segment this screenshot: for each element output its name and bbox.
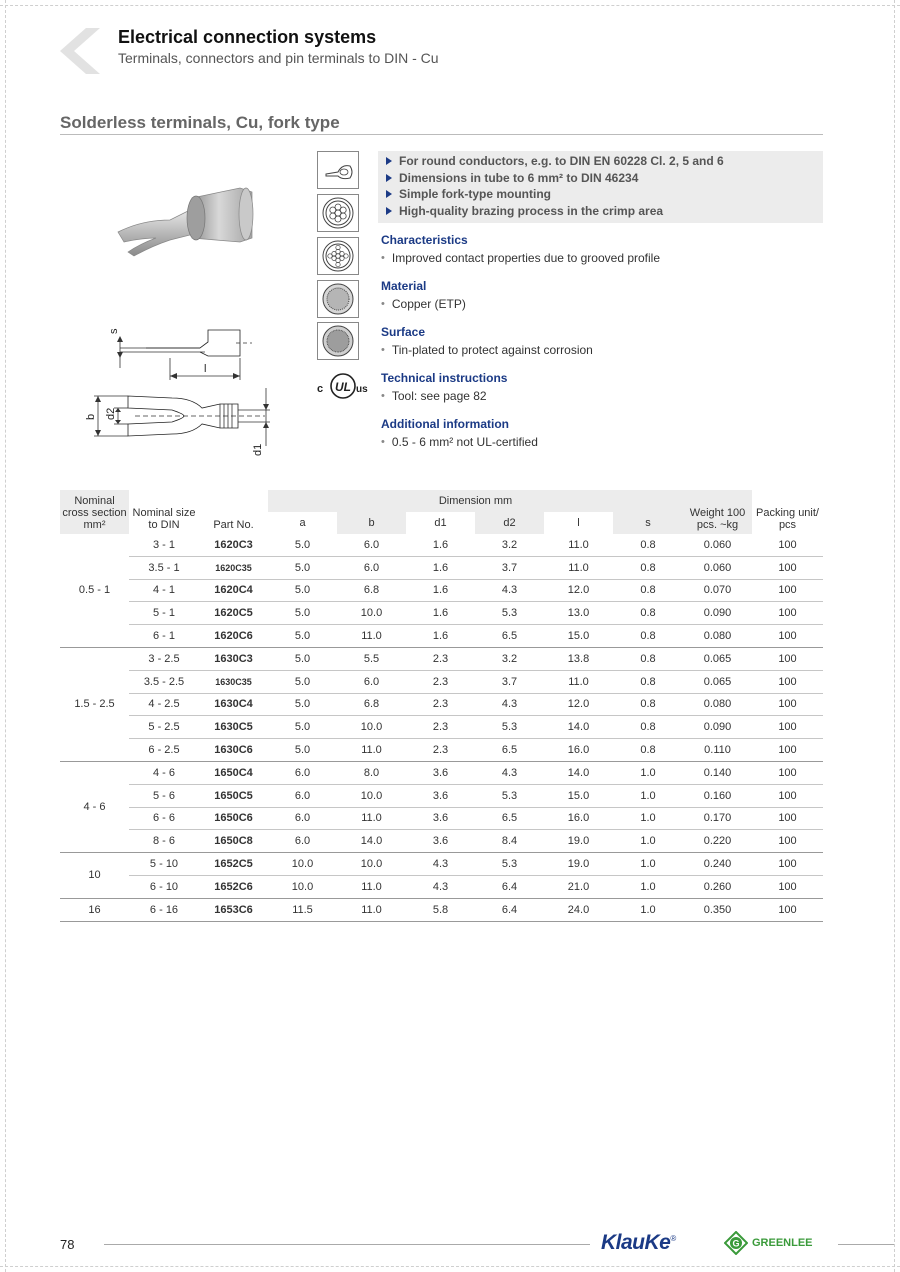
cell-part-no: 1653C6 bbox=[199, 898, 268, 921]
cell-part-no: 1620C35 bbox=[199, 556, 268, 579]
cell-pack: 100 bbox=[752, 602, 823, 625]
cell-pack: 100 bbox=[752, 898, 823, 921]
cell-d1: 1.6 bbox=[406, 602, 475, 625]
cell-d1: 1.6 bbox=[406, 579, 475, 602]
header-s: s bbox=[613, 512, 683, 534]
header-b: b bbox=[337, 512, 406, 534]
header-nominal-size: Nominal size to DIN bbox=[129, 490, 199, 534]
cell-part-no: 1652C5 bbox=[199, 853, 268, 876]
cell-d2: 6.5 bbox=[475, 739, 544, 762]
characteristics-heading: Characteristics bbox=[381, 233, 468, 247]
cell-d1: 3.6 bbox=[406, 830, 475, 853]
greenlee-logo: G GREENLEE bbox=[724, 1231, 813, 1255]
surface-heading: Surface bbox=[381, 325, 426, 339]
cell-d2: 3.7 bbox=[475, 670, 544, 693]
cell-d1: 2.3 bbox=[406, 670, 475, 693]
cell-d2: 4.3 bbox=[475, 693, 544, 716]
cell-l: 16.0 bbox=[544, 807, 613, 830]
cell-cross-section: 0.5 - 1 bbox=[60, 534, 129, 647]
ul-us-label: us bbox=[356, 384, 368, 395]
section-title: Solderless terminals, Cu, fork type bbox=[60, 113, 340, 132]
dimension-drawing bbox=[80, 318, 280, 463]
cell-pack: 100 bbox=[752, 830, 823, 853]
header-part-no: Part No. bbox=[199, 490, 268, 534]
cell-d2: 4.3 bbox=[475, 579, 544, 602]
cell-part-no: 1620C5 bbox=[199, 602, 268, 625]
page-subtitle: Terminals, connectors and pin terminals to DIN - Cu bbox=[118, 50, 439, 66]
cell-pack: 100 bbox=[752, 534, 823, 556]
feature-box bbox=[378, 151, 823, 223]
cell-b: 14.0 bbox=[337, 830, 406, 853]
cell-weight: 0.080 bbox=[683, 625, 752, 648]
cell-l: 11.0 bbox=[544, 556, 613, 579]
cell-d2: 6.4 bbox=[475, 875, 544, 898]
cell-d2: 5.3 bbox=[475, 602, 544, 625]
cell-d2: 5.3 bbox=[475, 853, 544, 876]
cell-weight: 0.060 bbox=[683, 534, 752, 556]
cell-b: 10.0 bbox=[337, 716, 406, 739]
cell-d1: 1.6 bbox=[406, 534, 475, 556]
cell-d2: 5.3 bbox=[475, 716, 544, 739]
cell-s: 0.8 bbox=[613, 625, 683, 648]
cell-l: 14.0 bbox=[544, 761, 613, 784]
ul-label: UL bbox=[335, 380, 351, 394]
cell-l: 12.0 bbox=[544, 579, 613, 602]
cell-part-no: 1650C5 bbox=[199, 784, 268, 807]
cell-pack: 100 bbox=[752, 579, 823, 602]
header-nominal-cross-section: Nominal cross section mm² bbox=[60, 490, 129, 534]
table-row bbox=[60, 647, 823, 670]
cell-s: 1.0 bbox=[613, 807, 683, 830]
section-divider bbox=[60, 134, 823, 135]
table-row bbox=[60, 625, 823, 648]
cell-nominal-size: 5 - 1 bbox=[129, 602, 199, 625]
back-chevron-icon bbox=[56, 26, 102, 76]
table-row bbox=[60, 784, 823, 807]
cell-b: 5.5 bbox=[337, 647, 406, 670]
table-row bbox=[60, 579, 823, 602]
class6-fine-conductor-icon bbox=[317, 280, 359, 318]
label-d2: d2 bbox=[105, 407, 117, 420]
cell-d1: 4.3 bbox=[406, 875, 475, 898]
cell-nominal-size: 3 - 2.5 bbox=[129, 647, 199, 670]
klauke-logo: KlauKe® bbox=[601, 1231, 676, 1254]
frame-bottom-dash bbox=[0, 1266, 900, 1267]
info-section bbox=[381, 233, 821, 463]
feature-item: Simple fork-type mounting bbox=[378, 186, 823, 203]
table-row bbox=[60, 716, 823, 739]
cell-nominal-size: 6 - 1 bbox=[129, 625, 199, 648]
product-table bbox=[60, 490, 823, 922]
table-row bbox=[60, 739, 823, 762]
bullet-triangle-icon bbox=[386, 207, 392, 215]
feature-item: High-quality brazing process in the crimp area bbox=[378, 203, 823, 220]
cell-d2: 3.7 bbox=[475, 556, 544, 579]
table-row bbox=[60, 602, 823, 625]
material-heading: Material bbox=[381, 279, 427, 293]
cell-part-no: 1650C4 bbox=[199, 761, 268, 784]
page-number: 78 bbox=[60, 1237, 75, 1252]
cell-weight: 0.080 bbox=[683, 693, 752, 716]
bullet-triangle-icon bbox=[386, 157, 392, 165]
table-row bbox=[60, 693, 823, 716]
cell-a: 10.0 bbox=[268, 875, 337, 898]
cell-b: 10.0 bbox=[337, 784, 406, 807]
cell-l: 21.0 bbox=[544, 875, 613, 898]
cell-part-no: 1620C4 bbox=[199, 579, 268, 602]
cell-a: 10.0 bbox=[268, 853, 337, 876]
cell-pack: 100 bbox=[752, 693, 823, 716]
feature-item: For round conductors, e.g. to DIN EN 60228 Cl. 2, 5 and 6 bbox=[378, 153, 823, 170]
cell-d1: 4.3 bbox=[406, 853, 475, 876]
cell-b: 10.0 bbox=[337, 853, 406, 876]
cell-nominal-size: 6 - 10 bbox=[129, 875, 199, 898]
cell-pack: 100 bbox=[752, 716, 823, 739]
frame-right-dash bbox=[894, 0, 895, 1272]
footer-rule bbox=[104, 1244, 590, 1245]
cell-s: 1.0 bbox=[613, 830, 683, 853]
cell-s: 0.8 bbox=[613, 579, 683, 602]
cell-cross-section: 1.5 - 2.5 bbox=[60, 647, 129, 761]
cell-a: 5.0 bbox=[268, 739, 337, 762]
cell-l: 15.0 bbox=[544, 625, 613, 648]
cell-b: 10.0 bbox=[337, 602, 406, 625]
cell-d1: 5.8 bbox=[406, 898, 475, 921]
cell-nominal-size: 5 - 6 bbox=[129, 784, 199, 807]
cell-a: 6.0 bbox=[268, 784, 337, 807]
cell-a: 5.0 bbox=[268, 556, 337, 579]
cell-weight: 0.350 bbox=[683, 898, 752, 921]
fork-terminal-photo bbox=[112, 180, 262, 270]
cell-s: 0.8 bbox=[613, 647, 683, 670]
cell-s: 1.0 bbox=[613, 761, 683, 784]
cell-pack: 100 bbox=[752, 625, 823, 648]
technical-text: • Tool: see page 82 bbox=[381, 389, 487, 403]
cell-s: 1.0 bbox=[613, 898, 683, 921]
feature-item: Dimensions in tube to 6 mm² to DIN 46234 bbox=[378, 170, 823, 187]
cell-s: 0.8 bbox=[613, 693, 683, 716]
cell-part-no: 1630C5 bbox=[199, 716, 268, 739]
cell-a: 6.0 bbox=[268, 807, 337, 830]
cell-part-no: 1650C6 bbox=[199, 807, 268, 830]
cell-nominal-size: 6 - 16 bbox=[129, 898, 199, 921]
cell-d2: 5.3 bbox=[475, 784, 544, 807]
cell-cross-section: 4 - 6 bbox=[60, 761, 129, 852]
cell-a: 6.0 bbox=[268, 761, 337, 784]
cell-pack: 100 bbox=[752, 784, 823, 807]
table-row bbox=[60, 534, 823, 556]
cell-weight: 0.260 bbox=[683, 875, 752, 898]
cell-s: 0.8 bbox=[613, 534, 683, 556]
frame-left-dash bbox=[5, 0, 6, 1272]
table-row bbox=[60, 853, 823, 876]
bullet-triangle-icon bbox=[386, 190, 392, 198]
cell-a: 6.0 bbox=[268, 830, 337, 853]
cell-nominal-size: 8 - 6 bbox=[129, 830, 199, 853]
cell-s: 1.0 bbox=[613, 875, 683, 898]
cell-b: 6.8 bbox=[337, 693, 406, 716]
header-l: l bbox=[544, 512, 613, 534]
cell-nominal-size: 3.5 - 2.5 bbox=[129, 670, 199, 693]
label-s: s bbox=[108, 328, 120, 334]
header-packing-unit: Packing unit/ pcs bbox=[752, 490, 823, 534]
table-row bbox=[60, 875, 823, 898]
cell-nominal-size: 4 - 6 bbox=[129, 761, 199, 784]
greenlee-g-icon bbox=[724, 1231, 748, 1255]
cell-l: 19.0 bbox=[544, 853, 613, 876]
table-row bbox=[60, 761, 823, 784]
class2-conductor-icon bbox=[317, 194, 359, 232]
cell-part-no: 1630C3 bbox=[199, 647, 268, 670]
cell-weight: 0.065 bbox=[683, 670, 752, 693]
surface-text: • Tin-plated to protect against corrosion bbox=[381, 343, 593, 357]
cell-d1: 2.3 bbox=[406, 693, 475, 716]
cell-l: 14.0 bbox=[544, 716, 613, 739]
cell-b: 6.8 bbox=[337, 579, 406, 602]
cell-part-no: 1630C35 bbox=[199, 670, 268, 693]
cell-d1: 1.6 bbox=[406, 556, 475, 579]
cell-pack: 100 bbox=[752, 761, 823, 784]
cell-d1: 3.6 bbox=[406, 761, 475, 784]
cell-a: 11.5 bbox=[268, 898, 337, 921]
cell-weight: 0.070 bbox=[683, 579, 752, 602]
cell-a: 5.0 bbox=[268, 716, 337, 739]
material-text: • Copper (ETP) bbox=[381, 297, 466, 311]
frame-top-dash bbox=[0, 5, 900, 6]
cell-d2: 8.4 bbox=[475, 830, 544, 853]
cell-b: 11.0 bbox=[337, 875, 406, 898]
cell-l: 15.0 bbox=[544, 784, 613, 807]
cell-s: 0.8 bbox=[613, 556, 683, 579]
cell-weight: 0.090 bbox=[683, 602, 752, 625]
header-weight: Weight 100 pcs. ~kg bbox=[683, 490, 752, 534]
cell-weight: 0.065 bbox=[683, 647, 752, 670]
cell-pack: 100 bbox=[752, 807, 823, 830]
header-a: a bbox=[268, 512, 337, 534]
cell-l: 13.0 bbox=[544, 602, 613, 625]
cell-part-no: 1652C6 bbox=[199, 875, 268, 898]
cell-l: 12.0 bbox=[544, 693, 613, 716]
cell-pack: 100 bbox=[752, 670, 823, 693]
cell-nominal-size: 4 - 2.5 bbox=[129, 693, 199, 716]
cell-b: 11.0 bbox=[337, 807, 406, 830]
cell-d2: 6.5 bbox=[475, 625, 544, 648]
cell-l: 13.8 bbox=[544, 647, 613, 670]
cell-nominal-size: 3 - 1 bbox=[129, 534, 199, 556]
table-row bbox=[60, 830, 823, 853]
cell-b: 11.0 bbox=[337, 625, 406, 648]
cell-nominal-size: 5 - 10 bbox=[129, 853, 199, 876]
additional-heading: Additional information bbox=[381, 417, 509, 431]
cell-weight: 0.240 bbox=[683, 853, 752, 876]
header-d1: d1 bbox=[406, 512, 475, 534]
bullet-triangle-icon bbox=[386, 174, 392, 182]
cell-nominal-size: 6 - 6 bbox=[129, 807, 199, 830]
svg-text:G: G bbox=[732, 1238, 740, 1249]
cell-cross-section: 16 bbox=[60, 898, 129, 921]
table-row bbox=[60, 898, 823, 921]
cell-l: 11.0 bbox=[544, 534, 613, 556]
label-b: b bbox=[85, 413, 97, 420]
cell-weight: 0.090 bbox=[683, 716, 752, 739]
cell-a: 5.0 bbox=[268, 534, 337, 556]
page-title: Electrical connection systems bbox=[118, 27, 377, 47]
cell-d1: 2.3 bbox=[406, 739, 475, 762]
table-row bbox=[60, 556, 823, 579]
table-row bbox=[60, 670, 823, 693]
cell-weight: 0.140 bbox=[683, 761, 752, 784]
cell-weight: 0.170 bbox=[683, 807, 752, 830]
header-d2: d2 bbox=[475, 512, 544, 534]
cell-pack: 100 bbox=[752, 875, 823, 898]
cell-weight: 0.220 bbox=[683, 830, 752, 853]
cell-pack: 100 bbox=[752, 853, 823, 876]
cell-nominal-size: 3.5 - 1 bbox=[129, 556, 199, 579]
ul-c-label: c bbox=[317, 383, 324, 395]
cell-a: 5.0 bbox=[268, 693, 337, 716]
cell-a: 5.0 bbox=[268, 670, 337, 693]
technical-heading: Technical instructions bbox=[381, 371, 508, 385]
cell-cross-section: 10 bbox=[60, 853, 129, 899]
cell-part-no: 1620C3 bbox=[199, 534, 268, 556]
cell-d2: 6.4 bbox=[475, 898, 544, 921]
cell-d2: 3.2 bbox=[475, 534, 544, 556]
cell-d2: 6.5 bbox=[475, 807, 544, 830]
class6-superfine-conductor-icon bbox=[317, 322, 359, 360]
cell-l: 19.0 bbox=[544, 830, 613, 853]
cell-s: 0.8 bbox=[613, 716, 683, 739]
label-d1: d1 bbox=[252, 443, 264, 456]
cell-s: 0.8 bbox=[613, 739, 683, 762]
cell-part-no: 1630C4 bbox=[199, 693, 268, 716]
cell-d1: 2.3 bbox=[406, 647, 475, 670]
header-dimension: Dimension mm bbox=[268, 490, 683, 512]
cell-b: 11.0 bbox=[337, 739, 406, 762]
cell-a: 5.0 bbox=[268, 647, 337, 670]
cell-weight: 0.110 bbox=[683, 739, 752, 762]
cell-d1: 2.3 bbox=[406, 716, 475, 739]
cell-s: 1.0 bbox=[613, 784, 683, 807]
cell-s: 1.0 bbox=[613, 853, 683, 876]
terminal-type-icon bbox=[317, 151, 359, 189]
cell-b: 8.0 bbox=[337, 761, 406, 784]
cell-pack: 100 bbox=[752, 739, 823, 762]
additional-text: • 0.5 - 6 mm² not UL-certified bbox=[381, 435, 538, 449]
cell-a: 5.0 bbox=[268, 602, 337, 625]
cell-nominal-size: 6 - 2.5 bbox=[129, 739, 199, 762]
cell-nominal-size: 5 - 2.5 bbox=[129, 716, 199, 739]
cell-a: 5.0 bbox=[268, 579, 337, 602]
cell-pack: 100 bbox=[752, 647, 823, 670]
cell-l: 11.0 bbox=[544, 670, 613, 693]
cell-d2: 3.2 bbox=[475, 647, 544, 670]
label-l: l bbox=[204, 363, 207, 375]
cell-s: 0.8 bbox=[613, 670, 683, 693]
cell-d1: 3.6 bbox=[406, 784, 475, 807]
cell-part-no: 1650C8 bbox=[199, 830, 268, 853]
cell-d1: 3.6 bbox=[406, 807, 475, 830]
class5-conductor-icon bbox=[317, 237, 359, 275]
ul-certification-icon bbox=[317, 372, 373, 402]
cell-weight: 0.160 bbox=[683, 784, 752, 807]
cell-nominal-size: 4 - 1 bbox=[129, 579, 199, 602]
cell-pack: 100 bbox=[752, 556, 823, 579]
footer-rule-right bbox=[838, 1244, 894, 1245]
cell-b: 6.0 bbox=[337, 534, 406, 556]
cell-a: 5.0 bbox=[268, 625, 337, 648]
cell-d1: 1.6 bbox=[406, 625, 475, 648]
cell-l: 24.0 bbox=[544, 898, 613, 921]
cell-b: 6.0 bbox=[337, 670, 406, 693]
cell-b: 11.0 bbox=[337, 898, 406, 921]
characteristics-text: • Improved contact properties due to grooved profile bbox=[381, 251, 661, 265]
cell-s: 0.8 bbox=[613, 602, 683, 625]
cell-part-no: 1630C6 bbox=[199, 739, 268, 762]
cell-part-no: 1620C6 bbox=[199, 625, 268, 648]
table-row bbox=[60, 807, 823, 830]
cell-d2: 4.3 bbox=[475, 761, 544, 784]
cell-weight: 0.060 bbox=[683, 556, 752, 579]
cell-l: 16.0 bbox=[544, 739, 613, 762]
cell-b: 6.0 bbox=[337, 556, 406, 579]
